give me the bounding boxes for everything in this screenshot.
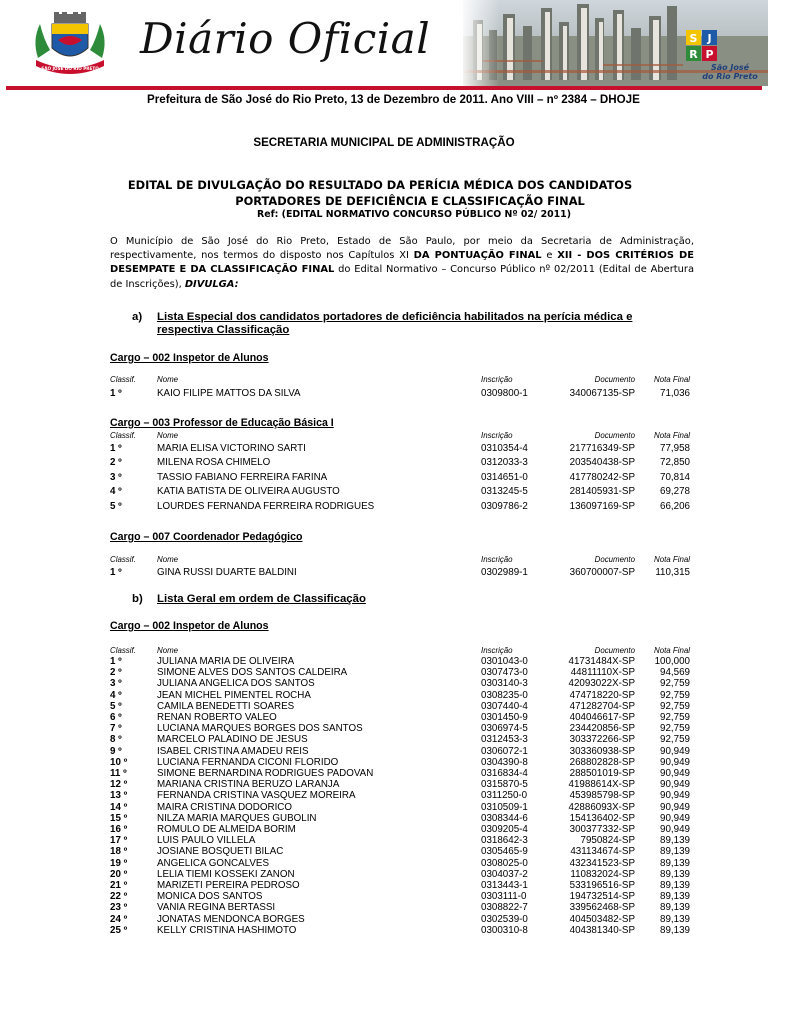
cell-nome: MARIA ELISA VICTORINO SARTI	[157, 443, 306, 454]
table-row	[0, 712, 768, 724]
cell-documento: 110832024-SP	[570, 868, 635, 880]
intro-text-1: O Município de São José do Rio Preto, Estado de São Paulo, por meio da Secretaria de Administração, respectivamente, nos termos do disposto nos Capítulos XI	[110, 236, 694, 262]
cell-classif: 24 º	[110, 913, 128, 925]
section-b-letter: b)	[132, 593, 143, 605]
cell-documento: 300377332-SP	[569, 824, 635, 835]
col-header-inscricao: Inscrição	[481, 431, 513, 440]
cell-classif: 1 º	[110, 443, 122, 454]
intro-text-2: e	[541, 250, 558, 262]
cell-nota: 89,139	[660, 835, 690, 847]
cell-nota: 90,949	[660, 824, 690, 835]
cell-nome: ANGELICA GONCALVES	[157, 857, 269, 869]
cell-classif: 11 º	[110, 768, 127, 779]
cell-documento: 234420856-SP	[569, 723, 635, 735]
section-a-title-line-2: respectiva Classificação	[157, 324, 290, 336]
cell-inscricao: 0313443-1	[481, 880, 528, 891]
cell-nome: KAIO FILIPE MATTOS DA SILVA	[157, 388, 301, 399]
table-row	[0, 846, 768, 858]
cell-inscricao: 0309800-1	[481, 388, 528, 399]
cell-nome: JULIANA MARIA DE OLIVEIRA	[157, 656, 295, 667]
cell-documento: 404381340-SP	[569, 924, 635, 936]
table-row	[0, 858, 768, 870]
cell-nota: 90,949	[660, 745, 690, 757]
cell-nome: LUIS PAULO VILLELA	[157, 835, 256, 847]
cell-nome: TASSIO FABIANO FERREIRA FARINA	[157, 471, 328, 483]
cell-classif: 23 º	[110, 902, 128, 914]
cell-nota: 66,206	[660, 500, 690, 512]
journal-title: Diário Oficial	[140, 14, 431, 63]
cell-nota: 92,759	[660, 678, 690, 690]
cell-nome: LUCIANA MARQUES BORGES DOS SANTOS	[157, 723, 363, 735]
cell-classif: 5 º	[110, 500, 122, 512]
cell-nome: MARIZETI PEREIRA PEDROSO	[157, 880, 300, 891]
cell-classif: 1 º	[110, 656, 122, 667]
cell-inscricao: 0315870-5	[481, 779, 528, 791]
cell-inscricao: 0304037-2	[481, 868, 528, 880]
table-row	[0, 457, 768, 469]
cell-nome: JEAN MICHEL PIMENTEL ROCHA	[157, 689, 311, 701]
cell-classif: 20 º	[110, 868, 128, 880]
cell-inscricao: 0310354-4	[481, 443, 528, 454]
cell-nota: 89,139	[660, 868, 690, 880]
cell-nota: 89,139	[660, 924, 690, 936]
cell-nota: 90,949	[660, 812, 690, 824]
col-header-inscricao: Inscrição	[481, 646, 513, 655]
table-row	[0, 723, 768, 735]
logo-banner-text: SÃO JOSÉ DO RIO PRETO	[41, 66, 99, 71]
col-header-documento: Documento	[594, 555, 635, 564]
cell-inscricao: 0308235-0	[481, 689, 528, 701]
edital-title-line-1: EDITAL DE DIVULGAÇÃO DO RESULTADO DA PERÍCIA MÉDICA DOS CANDIDATOS	[127, 178, 633, 192]
cell-classif: 2 º	[110, 667, 122, 679]
cell-documento: 136097169-SP	[569, 500, 635, 512]
logo-letter-p: P	[705, 48, 714, 61]
cell-inscricao: 0304390-8	[481, 756, 528, 768]
table-row	[0, 567, 768, 579]
cell-inscricao: 0306072-1	[481, 745, 528, 757]
cell-nota: 77,958	[660, 443, 690, 454]
table-row	[0, 656, 768, 668]
cell-classif: 7 º	[110, 723, 122, 735]
table-header-row	[0, 375, 768, 387]
cell-inscricao: 0308822-7	[481, 902, 528, 914]
table-row	[0, 501, 768, 513]
cell-nome: JULIANA ANGELICA DOS SANTOS	[157, 678, 315, 690]
cell-inscricao: 0318642-3	[481, 835, 528, 847]
table-row	[0, 824, 768, 836]
section-a-title-line-1: Lista Especial dos candidatos portadores de deficiência habilitados na perícia médica e	[157, 311, 633, 323]
cell-nota: 110,315	[655, 567, 690, 578]
cell-inscricao: 0308025-0	[481, 857, 528, 869]
cell-classif: 12 º	[110, 779, 128, 791]
cell-documento: 404046617-SP	[569, 712, 635, 723]
cell-documento: 340067135-SP	[569, 388, 635, 399]
cell-classif: 17 º	[110, 835, 128, 847]
cell-inscricao: 0301450-9	[481, 712, 528, 723]
table-row	[0, 757, 768, 769]
table-row	[0, 869, 768, 881]
cell-documento: 360700007-SP	[569, 567, 635, 578]
col-header-nota: Nota Final	[654, 375, 690, 384]
cell-documento: 432341523-SP	[569, 857, 635, 869]
cell-nota: 89,139	[660, 846, 690, 858]
cargo-heading: Cargo – 002 Inspetor de Alunos	[110, 620, 269, 632]
col-header-nota: Nota Final	[654, 555, 690, 564]
logo-letter-s: S	[689, 32, 698, 45]
cell-nome: RENAN ROBERTO VALEO	[157, 712, 277, 723]
cell-documento: 268802828-SP	[569, 756, 635, 768]
cell-classif: 3 º	[110, 471, 122, 483]
cell-classif: 19 º	[110, 857, 128, 869]
cell-nome: KELLY CRISTINA HASHIMOTO	[157, 924, 297, 936]
cargo-heading: Cargo – 002 Inspetor de Alunos	[110, 352, 269, 364]
cell-inscricao: 0303140-3	[481, 678, 528, 690]
cell-nota: 92,759	[660, 734, 690, 746]
table-row	[0, 802, 768, 814]
logo-letter-r: R	[689, 48, 698, 61]
table-header-row	[0, 555, 768, 567]
cell-documento: 42886093X-SP	[568, 801, 635, 813]
cell-nome: MAIRA CRISTINA DODORICO	[157, 801, 292, 813]
cell-classif: 4 º	[110, 486, 122, 498]
table-row	[0, 486, 768, 498]
intro-bold-3: DIVULGA:	[184, 278, 239, 290]
col-header-nota: Nota Final	[654, 431, 690, 440]
col-header-documento: Documento	[594, 375, 635, 384]
cell-nome: MILENA ROSA CHIMELO	[157, 457, 271, 469]
cell-classif: 16 º	[110, 824, 128, 835]
table-row	[0, 734, 768, 746]
cell-nota: 70,814	[660, 471, 690, 483]
edital-title-line-2: PORTADORES DE DEFICIÊNCIA E CLASSIFICAÇÃO FINAL	[235, 194, 585, 208]
cell-nome: FERNANDA CRISTINA VASQUEZ MOREIRA	[157, 790, 356, 802]
cell-inscricao: 0307473-0	[481, 667, 528, 679]
cell-documento: 154136402-SP	[569, 812, 635, 824]
header-divider	[6, 86, 762, 90]
cell-classif: 22 º	[110, 891, 128, 903]
table-row	[0, 690, 768, 702]
cell-inscricao: 0301043-0	[481, 656, 528, 667]
cell-documento: 404503482-SP	[569, 913, 635, 925]
table-header-row	[0, 431, 768, 443]
cell-documento: 217716349-SP	[569, 443, 635, 454]
cell-nome: SIMONE BERNARDINA RODRIGUES PADOVAN	[157, 768, 374, 779]
cell-inscricao: 0309786-2	[481, 500, 528, 512]
col-header-classif: Classif.	[110, 555, 136, 564]
table-row	[0, 472, 768, 484]
table-row	[0, 880, 768, 892]
cell-nome: JOSIANE BOSQUETI BILAC	[157, 846, 284, 858]
intro-paragraph	[110, 235, 694, 292]
cell-inscricao: 0312453-3	[481, 734, 528, 746]
table-row	[0, 667, 768, 679]
cell-documento: 303360938-SP	[569, 745, 635, 757]
cell-inscricao: 0314651-0	[481, 471, 528, 483]
section-a-letter: a)	[132, 311, 143, 323]
col-header-nota: Nota Final	[654, 646, 690, 655]
col-header-inscricao: Inscrição	[481, 555, 513, 564]
table-row	[0, 813, 768, 825]
col-header-nome: Nome	[157, 431, 179, 440]
cell-inscricao: 0302539-0	[481, 913, 528, 925]
table-row	[0, 388, 768, 400]
edital-reference: Ref: (EDITAL NORMATIVO CONCURSO PÚBLICO Nº 02/ 2011)	[257, 209, 571, 220]
cell-nota: 89,139	[660, 880, 690, 891]
cell-documento: 41731484X-SP	[568, 656, 635, 667]
cell-inscricao: 0306974-5	[481, 723, 528, 735]
cell-inscricao: 0303111-0	[481, 891, 527, 903]
cell-nota: 71,036	[660, 388, 690, 399]
cell-inscricao: 0305465-9	[481, 846, 528, 858]
cell-classif: 18 º	[110, 846, 128, 858]
intro-bold-1: DA PONTUAÇÃO FINAL	[413, 250, 542, 262]
cell-nome: MARCELO PALADINO DE JESUS	[157, 734, 308, 746]
cell-documento: 471282704-SP	[569, 700, 635, 712]
cell-nome: GINA RUSSI DUARTE BALDINI	[157, 567, 297, 578]
intro-bold-2: XII - DOS CRITÉRIOS DE DESEMPATE E DA CLASSIFICAÇÃO FINAL	[110, 250, 695, 276]
cell-classif: 6 º	[110, 712, 122, 723]
cell-classif: 25 º	[110, 924, 128, 936]
cell-documento: 303372266-SP	[569, 734, 635, 746]
cell-classif: 1 º	[110, 567, 122, 578]
table-row	[0, 902, 768, 914]
col-header-nome: Nome	[157, 646, 179, 655]
col-header-nome: Nome	[157, 375, 179, 384]
col-header-documento: Documento	[594, 646, 635, 655]
cell-nota: 92,759	[660, 700, 690, 712]
cell-nome: ROMULO DE ALMEIDA BORIM	[157, 824, 296, 835]
cell-nota: 90,949	[660, 790, 690, 802]
cell-inscricao: 0312033-3	[481, 457, 528, 469]
cell-classif: 5 º	[110, 700, 122, 712]
cell-nome: LUCIANA FERNANDA CICONI FLORIDO	[157, 756, 339, 768]
table-row	[0, 443, 768, 455]
cell-documento: 281405931-SP	[569, 486, 635, 498]
cell-nome: CAMILA BENEDETTI SOARES	[157, 700, 295, 712]
table-row	[0, 835, 768, 847]
cell-nota: 89,139	[660, 902, 690, 914]
cell-nota: 94,569	[660, 667, 690, 679]
cell-nota: 92,759	[660, 723, 690, 735]
cell-nome: MARIANA CRISTINA BERUZO LARANJA	[157, 779, 340, 791]
cell-documento: 7950824-SP	[580, 835, 635, 847]
cell-classif: 13 º	[110, 790, 128, 802]
cell-classif: 10 º	[110, 756, 128, 768]
cell-inscricao: 0309205-4	[481, 824, 528, 835]
department-heading: SECRETARIA MUNICIPAL DE ADMINISTRAÇÃO	[253, 136, 515, 149]
cargo-heading: Cargo – 007 Coordenador Pedagógico	[110, 531, 303, 543]
col-header-nome: Nome	[157, 555, 179, 564]
cell-documento: 288501019-SP	[569, 768, 635, 779]
logo-letter-j: J	[707, 32, 712, 45]
cell-classif: 2 º	[110, 457, 122, 469]
publication-info: Prefeitura de São José do Rio Preto, 13 de Dezembro de 2011. Ano VIII – nº 2384 – DHOJE	[147, 93, 640, 106]
cell-nome: JONATAS MENDONCA BORGES	[157, 913, 305, 925]
cell-nome: NILZA MARIA MARQUES GUBOLIN	[157, 812, 317, 824]
cell-nota: 89,139	[660, 891, 690, 903]
cell-inscricao: 0308344-6	[481, 812, 528, 824]
cell-documento: 44811110X-SP	[570, 667, 635, 679]
col-header-classif: Classif.	[110, 646, 136, 655]
table-row	[0, 779, 768, 791]
cell-nome: LOURDES FERNANDA FERREIRA RODRIGUES	[157, 500, 375, 512]
cell-documento: 41988614X-SP	[568, 779, 635, 791]
cell-inscricao: 0302989-1	[481, 567, 528, 578]
cell-documento: 431134674-SP	[570, 846, 635, 858]
cell-nota: 89,139	[660, 857, 690, 869]
cell-classif: 9 º	[110, 745, 122, 757]
table-row	[0, 746, 768, 758]
table-row	[0, 790, 768, 802]
table-row	[0, 768, 768, 780]
col-header-documento: Documento	[594, 431, 635, 440]
cell-inscricao: 0300310-8	[481, 924, 528, 936]
cell-documento: 339562468-SP	[569, 902, 635, 914]
intro-text-3: do Edital Normativo – Concurso Público nº 02/2011 (Edital de Abertura de Inscrições),	[110, 264, 695, 290]
cell-inscricao: 0307440-4	[481, 700, 528, 712]
table-row	[0, 914, 768, 926]
cell-nota: 92,759	[660, 689, 690, 701]
cell-classif: 15 º	[110, 812, 128, 824]
cell-documento: 474718220-SP	[569, 689, 635, 701]
cell-inscricao: 0311250-0	[481, 790, 528, 802]
col-header-inscricao: Inscrição	[481, 375, 513, 384]
cell-inscricao: 0310509-1	[481, 801, 528, 813]
coat-of-arms-icon	[28, 10, 112, 80]
cargo-heading: Cargo – 003 Professor de Educação Básica I	[110, 417, 334, 429]
cell-classif: 8 º	[110, 734, 122, 746]
table-row	[0, 925, 768, 937]
cell-classif: 3 º	[110, 678, 122, 690]
cell-inscricao: 0313245-5	[481, 486, 528, 498]
cell-nome: KATIA BATISTA DE OLIVEIRA AUGUSTO	[157, 486, 340, 498]
cell-nota: 92,759	[660, 712, 690, 723]
logo-city-name-1: São José	[710, 63, 750, 72]
cell-nota: 72,850	[660, 457, 690, 469]
cell-classif: 21 º	[110, 880, 128, 891]
cell-documento: 42093022X-SP	[568, 678, 635, 690]
cell-documento: 533196516-SP	[569, 880, 635, 891]
cell-nota: 90,949	[660, 779, 690, 791]
table-row	[0, 891, 768, 903]
cell-nota: 90,949	[660, 801, 690, 813]
col-header-classif: Classif.	[110, 375, 136, 384]
cell-inscricao: 0316834-4	[481, 768, 528, 779]
cell-nota: 69,278	[660, 486, 690, 498]
table-row	[0, 678, 768, 690]
cell-nota: 90,949	[660, 768, 690, 779]
cell-documento: 417780242-SP	[569, 471, 635, 483]
cell-nota: 90,949	[660, 756, 690, 768]
section-b-title: Lista Geral em ordem de Classificação	[157, 593, 366, 605]
cell-nome: SIMONE ALVES DOS SANTOS CALDEIRA	[157, 667, 348, 679]
cell-nota: 89,139	[660, 913, 690, 925]
cell-nome: LELIA TIEMI KOSSEKI ZANON	[157, 868, 295, 880]
cell-nome: ISABEL CRISTINA AMADEU REIS	[157, 745, 309, 757]
cell-documento: 203540438-SP	[569, 457, 635, 469]
sjrp-city-logo-icon	[672, 28, 758, 84]
table-row	[0, 701, 768, 713]
cell-classif: 14 º	[110, 801, 128, 813]
cell-nome: VANIA REGINA BERTASSI	[157, 902, 276, 914]
cell-nota: 100,000	[654, 656, 690, 667]
cell-nome: MONICA DOS SANTOS	[157, 891, 263, 903]
cell-documento: 453985798-SP	[569, 790, 635, 802]
logo-city-name-2: do Rio Preto	[702, 72, 758, 81]
masthead	[0, 0, 768, 92]
cell-classif: 4 º	[110, 689, 122, 701]
col-header-classif: Classif.	[110, 431, 136, 440]
cell-documento: 194732514-SP	[569, 891, 635, 903]
cell-classif: 1 º	[110, 388, 122, 399]
